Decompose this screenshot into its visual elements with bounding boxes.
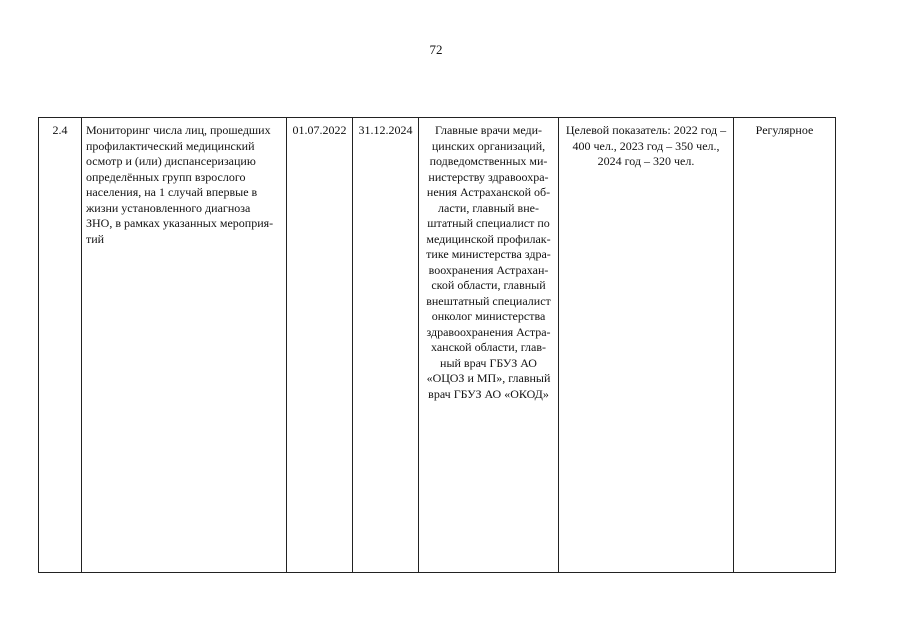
target-indicator-cell — [559, 118, 734, 573]
start-date: 01.07.2022 — [292, 123, 347, 137]
responsible-line: медицинской профилак- — [426, 231, 551, 246]
target-indicator-line: Целевой показатель: 2022 год – — [565, 123, 727, 137]
responsible-line: внештатный специалист — [426, 293, 551, 308]
responsible-cell — [419, 118, 559, 573]
start-date-cell — [287, 118, 353, 573]
responsible-line: штатный специалист по — [427, 216, 550, 230]
responsible-line: ской области, главный — [431, 278, 546, 292]
responsible-line: подведомственных ми- — [429, 154, 548, 168]
activity-name-line: жизни установленного диагноза — [86, 200, 251, 215]
activity-name-line: ЗНО, в рамках указанных мероприя- — [86, 216, 274, 230]
responsible-line: цинских организаций, — [431, 138, 546, 153]
responsible-line: врач ГБУЗ АО «ОКОД» — [428, 386, 549, 401]
item-number-cell — [39, 118, 82, 573]
responsible-line: нистерству здравоохра- — [428, 169, 549, 184]
responsible-line: «ОЦОЗ и МП», главный — [426, 371, 551, 385]
activity-name-line: населения, на 1 случай впервые в — [86, 185, 258, 199]
responsible-line: здравоохранения Астра- — [426, 324, 551, 339]
responsible-line: ханской области, глав- — [431, 340, 546, 354]
target-indicator-line: 400 чел., 2023 год – 350 чел., — [572, 138, 720, 153]
activity-name-line: тий — [86, 231, 105, 246]
target-indicator-line: 2024 год – 320 чел. — [597, 154, 695, 168]
responsible-line: ный врач ГБУЗ АО — [440, 355, 537, 370]
activity-name-line: определённых групп взрослого — [86, 169, 246, 184]
activity-name-line: Мониторинг числа лиц, прошедших — [86, 123, 271, 137]
activity-name-line: осмотр и (или) диспансеризацию — [86, 154, 256, 168]
page-number: 72 — [429, 42, 443, 57]
activity-name-cell — [82, 118, 287, 573]
frequency: Регулярное — [755, 123, 814, 137]
plan-table — [38, 117, 836, 573]
responsible-line: воохранения Астрахан- — [428, 262, 549, 277]
frequency-cell — [734, 118, 836, 573]
activity-name-line: профилактический медицинский — [86, 138, 255, 153]
responsible-line: нения Астраханской об- — [426, 185, 551, 199]
responsible-line: онколог министерства — [431, 309, 546, 323]
responsible-line: Главные врачи меди- — [434, 123, 543, 137]
item-number: 2.4 — [52, 123, 68, 137]
end-date: 31.12.2024 — [358, 123, 413, 137]
table-row — [39, 118, 836, 573]
responsible-line: ласти, главный вне- — [438, 200, 539, 215]
end-date-cell — [353, 118, 419, 573]
responsible-line: тике министерства здра- — [426, 247, 551, 261]
